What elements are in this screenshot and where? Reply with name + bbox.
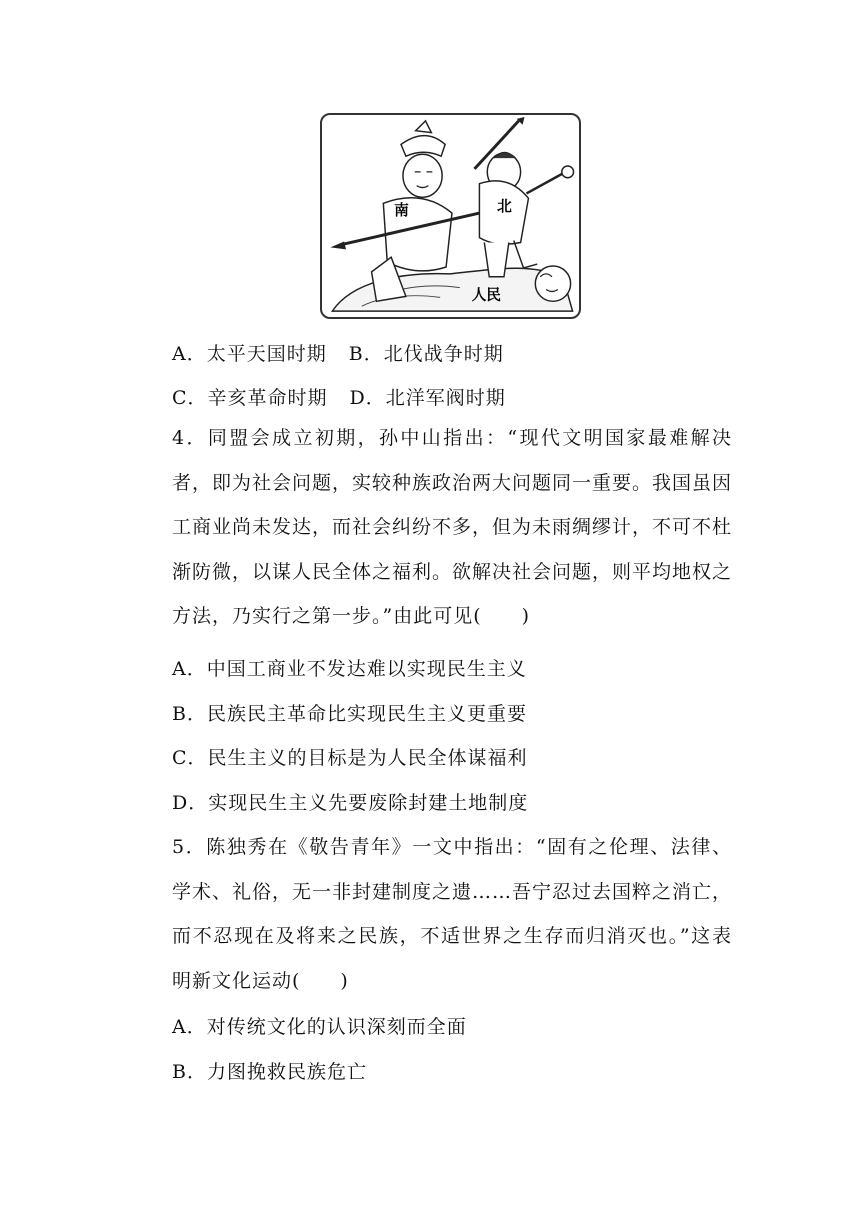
q3-option-b[interactable]: B．北伐战争时期 [348, 343, 504, 365]
q4-option-d[interactable]: D．实现民生主义先要废除封建土地制度 [172, 792, 529, 814]
cartoon-illustration [322, 115, 579, 317]
q4-option-a[interactable]: A．中国工商业不发达难以实现民生主义 [172, 658, 527, 680]
q4-option-c[interactable]: C．民生主义的目标是为人民全体谋福利 [172, 747, 528, 769]
q3-option-c[interactable]: C．辛亥革命时期 [172, 387, 328, 409]
q5-stem-text: 5．陈独秀在《敬告青年》一文中指出：“固有之伦理、法律、学术、礼俗，无一非封建制度之遗……吾宁忍过去国粹之消亡，而不忍现在及将来之民族，不适世界之生存而归消灭也。”这表明新文化运动( ) [172, 836, 733, 992]
q4-stem-text: 4．同盟会成立初期，孙中山指出：“现代文明国家最难解决者，即为社会问题，实较种族政治两大问题同一重要。我国虽因工商业尚未发达，而社会纠纷不多，但为未雨绸缪计，不可不杜渐防微，以谋人民全体之福利。欲解决社会问题，则平均地权之方法，乃实行之第一步。”由此可见( ) [172, 427, 733, 628]
label-people: 人民 [471, 286, 501, 304]
q3-option-d[interactable]: D．北洋军阀时期 [349, 387, 506, 409]
q4-stem [132, 416, 732, 639]
label-south: 南 [394, 202, 409, 220]
q4-option-b[interactable]: B．民族民主革命比实现民生主义更重要 [172, 703, 527, 725]
q5-option-a[interactable]: A．对传统文化的认识深刻而全面 [172, 1016, 467, 1038]
label-north: 北 [497, 198, 512, 216]
q3-options-row-2 [172, 385, 506, 411]
q3-option-a[interactable]: A．太平天国时期 [172, 343, 327, 365]
q5-stem [132, 825, 732, 1003]
cartoon-figure [320, 113, 581, 319]
q3-options-row-1 [172, 341, 504, 367]
q5-option-b[interactable]: B．力图挽救民族危亡 [172, 1061, 367, 1083]
